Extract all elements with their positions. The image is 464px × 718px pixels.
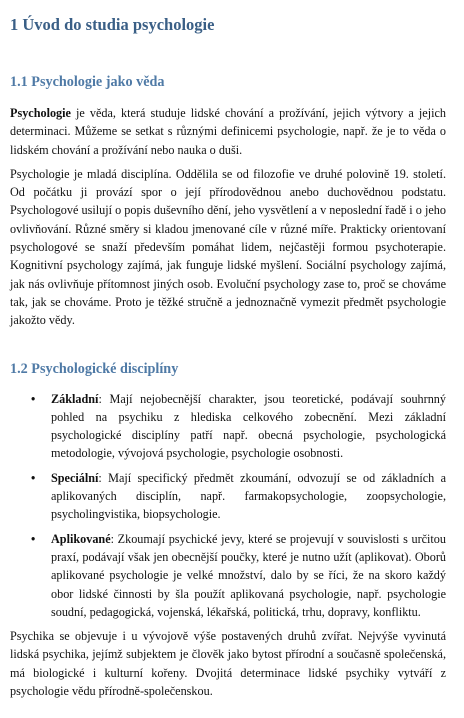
- list-item-text: : Zkoumají psychické jevy, které se projevují v souvislosti s určitou praxí, podávají však jen obecnější poučky, které je nutno užít (aplikovat). Oborů aplikované psychologie je velké množství, dalo by se říci, že na skoro každý obor lidské činnosti by šla použít aplikovaná psychologie, např. psychologie soudní, pedagogická, vojenská, lékařská, politická, trhu, dopravy, konfliktu.: [51, 531, 446, 619]
- paragraph-history: Psychologie je mladá disciplína. Oddělila se od filozofie ve druhé polovině 19. století. Od počátku ji provází spor o její přírodovědnou anebo duchovědnou podstatu. Psychologové usilují o popis duševního dění, jeho vysvětlení a v neposlední řadě i o jeho ovlivňování. Různé směry si kladou jmenované cíle v různé míře. Prakticky orientovaní psychologové se snaží především pomáhat lidem, nejčastěji formou psychoterapie. Kognitivní psychology zajímá, jak funguje lidské myšlení. Sociální psychology zajímá, jak nás ovlivňuje přítomnost jiných osob. Evoluční psychology zase to, proč se chováme tak, jak se chováme. Proto je těžké stručně a jednoznačně vymezit předmět psychologie jakožto vědy.: [10, 166, 446, 328]
- disciplines-list: [10, 390, 446, 622]
- list-item-text: : Mají nejobecnější charakter, jsou teoretické, podávají souhrnný pohled na psychiku z hlediska celkového zobecnění. Mezi základní psychologické disciplíny patří např. obecná psychologie, psychologická metodologie, vývojová psychologie, psychologie osobnosti.: [51, 391, 446, 461]
- list-item-term: Aplikované: [51, 531, 111, 546]
- bullet-icon: •: [31, 470, 36, 485]
- section-heading-1-1: 1.1 Psychologie jako věda: [10, 74, 165, 90]
- term-psychologie: Psychologie: [10, 106, 71, 120]
- list-item-zakladni: [31, 390, 446, 463]
- list-item-term: Základní: [51, 391, 99, 406]
- list-item-specialni: [31, 469, 446, 524]
- bullet-icon: •: [31, 391, 36, 406]
- list-item-term: Speciální: [51, 470, 99, 485]
- paragraph-definition-text: je věda, která studuje lidské chování a prožívání, jejich výtvory a jejich determinaci. Můžeme se setkat s různými definicemi psychologie, např. že je to věda o lidském chování a prožívání nebo nauka o duši.: [10, 106, 446, 157]
- bullet-icon: •: [31, 531, 36, 546]
- paragraph-closing: Psychika se objevuje i u vývojově výše postavených druhů zvířat. Nejvýše vyvinutá lidská psychika, jejímž subjektem je člověk jako bytost přírodní a současně společenská, má biologické i kulturní kořeny. Dvojitá determinace lidské psychiky vytváří z psychologie vědu přírodně-společenskou.: [10, 629, 446, 699]
- chapter-title: 1 Úvod do studia psychologie: [10, 15, 215, 34]
- document-page: [10, 14, 446, 700]
- section-heading-1-2: 1.2 Psychologické disciplíny: [10, 360, 179, 377]
- list-item-text: : Mají specifický předmět zkoumání, odvozují se od základních a aplikovaných disciplín, např. farmakopsychologie, zoopsychologie, psycholingvistika, biopsychologie.: [51, 470, 446, 522]
- list-item-aplikovane: [31, 530, 446, 621]
- paragraph-definition: [10, 104, 446, 159]
